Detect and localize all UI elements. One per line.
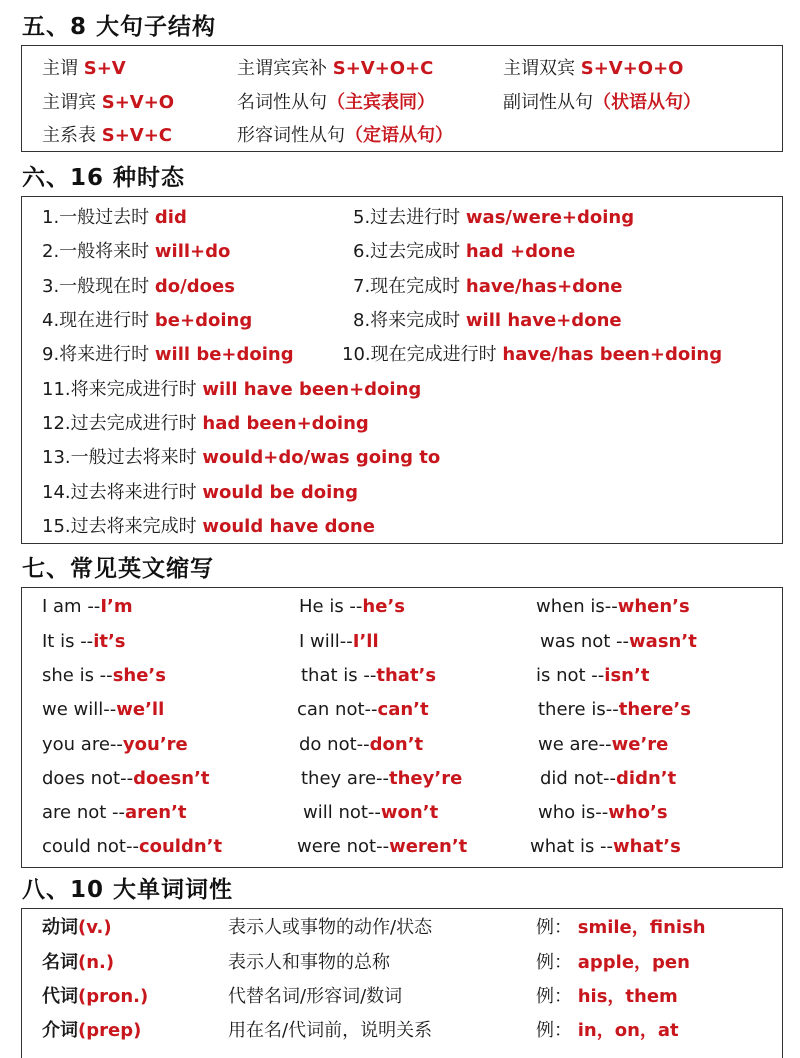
tense-item: 3.一般现在时 do/does (42, 276, 235, 297)
pos-description: 表示人或事物的动作/状态 (228, 917, 433, 938)
tense-item: 12.过去完成进行时 had been+doing (42, 413, 369, 434)
section-7-title: 七、常见英文缩写 (22, 556, 214, 582)
pos-description: 代替名词/形容词/数词 (228, 986, 403, 1007)
contraction-item: she is --she’s (42, 665, 166, 686)
tense-item: 9.将来进行时 will be+doing (42, 344, 294, 365)
tense-item: 4.现在进行时 be+doing (42, 310, 253, 331)
tense-item: 5.过去进行时 was/were+doing (353, 207, 635, 228)
tense-box (21, 196, 783, 544)
pos-description: 表示人和事物的总称 (228, 952, 390, 973)
contraction-item: what is --what’s (530, 836, 681, 857)
tense-item: 14.过去将来进行时 would be doing (42, 482, 358, 503)
pos-description: 用在名/代词前，说明关系 (228, 1020, 433, 1041)
contraction-item: does not--doesn’t (42, 768, 210, 789)
section-5-title: 五、8 大句子结构 (22, 14, 217, 40)
contraction-item: was not --wasn’t (540, 631, 697, 652)
contraction-item: can not--can’t (297, 699, 429, 720)
tense-item: 15.过去将来完成时 would have done (42, 516, 375, 537)
contraction-item: He is --he’s (299, 596, 405, 617)
contraction-item: I am --I’m (42, 596, 133, 617)
contraction-item: who is--who’s (538, 802, 668, 823)
pos-name: 动词(v.) (42, 917, 112, 938)
structure-item: 名词性从句（主宾表同） (237, 92, 435, 113)
contraction-item: is not --isn’t (536, 665, 650, 686)
structure-item: 主谓双宾 S+V+O+O (503, 58, 684, 79)
structure-item: 副词性从句（状语从句） (503, 92, 701, 113)
contraction-item: they are--they’re (301, 768, 463, 789)
contraction-item: did not--didn’t (540, 768, 677, 789)
contraction-item: It is --it’s (42, 631, 126, 652)
contraction-item: we will--we’ll (42, 699, 165, 720)
pos-example: 例： smile，finish (536, 917, 706, 938)
contraction-item: could not--couldn’t (42, 836, 223, 857)
pos-name: 名词(n.) (42, 952, 115, 973)
contraction-item: when is--when’s (536, 596, 690, 617)
section-6-title: 六、16 种时态 (22, 165, 186, 191)
tense-item: 6.过去完成时 had +done (353, 241, 576, 262)
tense-item: 7.现在完成时 have/has+done (353, 276, 623, 297)
pos-example: 例： his，them (536, 986, 678, 1007)
contraction-item: we are--we’re (538, 734, 669, 755)
tense-item: 10.现在完成进行时 have/has been+doing (342, 344, 723, 365)
pos-name: 介词(prep) (42, 1020, 142, 1041)
tense-item: 8.将来完成时 will have+done (353, 310, 622, 331)
structure-item: 主谓 S+V (42, 58, 126, 79)
contraction-box (21, 587, 783, 868)
tense-item: 11.将来完成进行时 will have been+doing (42, 379, 422, 400)
structure-item: 形容词性从句（定语从句） (237, 125, 453, 146)
part-of-speech-box (21, 908, 783, 1058)
contraction-item: that is --that’s (301, 665, 437, 686)
pos-example: 例： apple，pen (536, 952, 690, 973)
tense-item: 13.一般过去将来时 would+do/was going to (42, 447, 441, 468)
contraction-item: will not--won’t (303, 802, 439, 823)
contraction-item: you are--you’re (42, 734, 188, 755)
contraction-item: I will--I’ll (299, 631, 379, 652)
pos-example: 例： in，on，at (536, 1020, 679, 1041)
contraction-item: there is--there’s (538, 699, 691, 720)
tense-item: 1.一般过去时 did (42, 207, 187, 228)
pos-name: 代词(pron.) (42, 986, 149, 1007)
structure-item: 主系表 S+V+C (42, 125, 173, 146)
structure-item: 主谓宾 S+V+O (42, 92, 175, 113)
contraction-item: do not--don’t (299, 734, 424, 755)
tense-item: 2.一般将来时 will+do (42, 241, 231, 262)
structure-item: 主谓宾宾补 S+V+O+C (237, 58, 434, 79)
sentence-structure-box (21, 45, 783, 152)
section-8-title: 八、10 大单词词性 (22, 877, 234, 903)
contraction-item: were not--weren’t (297, 836, 468, 857)
contraction-item: are not --aren’t (42, 802, 187, 823)
